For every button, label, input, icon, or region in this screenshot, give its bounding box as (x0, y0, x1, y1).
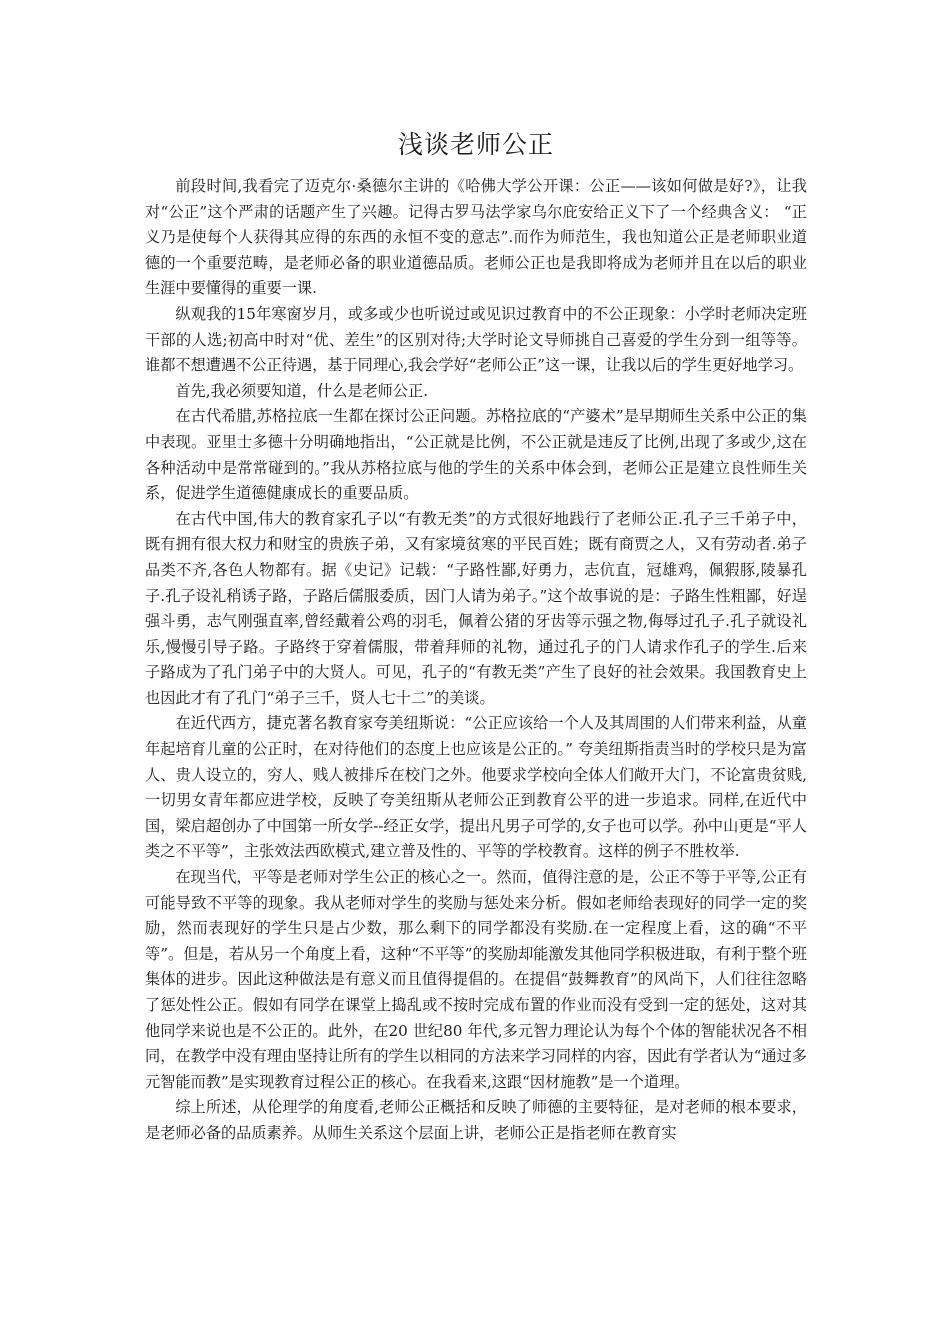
paragraph-summary: 综上所述，从伦理学的角度看,老师公正概括和反映了师德的主要特征，是对老师的根本要求，是老师必备的品质素养。从师生关系这个层面上讲，老师公正是指老师在教育实 (145, 1098, 807, 1142)
paragraph-contemporary: 在现当代，平等是老师对学生公正的核心之一。然而，值得注意的是，公正不等于平等,公正有可能导致不平等的现象。我从老师对学生的奖励与惩处来分析。假如老师给表现好的同学一定的奖励，然而表现好的学生只是占少数，那么剩下的同学都没有奖励.在一定程度上看，这的确“不平等”。但是，若从另一个角度上看，这种“不平等”的奖励却能激发其他同学积极进取，有利于整个班集体的进步。因此这种做法是有意义而且值得提倡的。在提倡“鼓舞教育”的风尚下，人们往往忽略了惩处性公正。假如有同学在课堂上捣乱或不按时完成布置的作业而没有受到一定的惩处，这对其他同学来说也是不公正的。此外，在20 世纪80 年代,多元智力理论认为每个个体的智能状况各不相同，在教学中没有理由坚持让所有的学生以相同的方法来学习同样的内容，因此有学者认为“通过多元智能而教”是实现教育过程公正的核心。在我看来,这跟“因材施教”是一个道理。 (145, 868, 807, 1091)
document-title: 浅谈老师公正 (397, 130, 554, 159)
paragraph-personal-experience: 纵观我的15年寒窗岁月，或多或少也听说过或见识过教育中的不公正现象：小学时老师决定班干部的人选;初高中时对“优、差生”的区别对待;大学时论文导师挑自己喜爱的学生分到一组等等。谁都不想遭遇不公正待遇，基于同理心,我会学好“老师公正”这一课，让我以后的学生更好地学习。 (145, 304, 807, 375)
document-page (145, 130, 807, 1147)
paragraph-ancient-china: 在古代中国,伟大的教育家孔子以“有教无类”的方式很好地践行了老师公正.孔子三千弟子中，既有拥有很大权力和财宝的贵族子弟，又有家境贫寒的平民百姓；既有商贾之人，又有劳动者.弟子品类不齐,各色人物都有。据《史记》记载：“子路性鄙,好勇力，志伉直，冠雄鸡，佩猳豚,陵暴孔子.孔子设礼稍诱子路，子路后儒服委质，因门人请为弟子。”这个故事说的是：子路生性粗鄙，好逞强斗勇，志气刚强直率,曾经戴着公鸡的羽毛，佩着公猪的牙齿等示强之物,侮辱过孔子.孔子就设礼乐,慢慢引导子路。子路终于穿着儒服，带着拜师的礼物，通过孔子的门人请求作孔子的学生.后来子路成为了孔门弟子中的大贤人。可见，孔子的“有教无类”产生了良好的社会效果。我国教育史上也因此才有了孔门“弟子三千，贤人七十二”的美谈。 (145, 509, 807, 707)
paragraph-ancient-greece: 在古代希腊,苏格拉底一生都在探讨公正问题。苏格拉底的“产婆术”是早期师生关系中公正的集中表现。亚里士多德十分明确地指出，“公正就是比例，不公正就是违反了比例,出现了多或少,这在各种活动中是常常碰到的。”我从苏格拉底与他的学生的关系中体会到，老师公正是建立良性师生关系，促进学生道德健康成长的重要品质。 (145, 407, 807, 503)
paragraph-intro: 前段时间,我看完了迈克尔·桑德尔主讲的《哈佛大学公开课：公正——该如何做是好?》，让我对“公正”这个严肃的话题产生了兴趣。记得古罗马法学家乌尔庇安给正义下了一个经典含义： “正义乃是使每个人获得其应得的东西的永恒不变的意志”.而作为师范生，我也知道公正是老师职业道德的一个重要范畴，是老师必备的职业道德品质。老师公正也是我即将成为老师并且在以后的职业生涯中要懂得的重要一课. (145, 177, 807, 298)
paragraph-question: 首先,我必须要知道，什么是老师公正. (175, 381, 429, 400)
paragraph-modern-west: 在近代西方，捷克著名教育家夸美纽斯说：“公正应该给一个人及其周围的人们带来利益，从童年起培育儿童的公正时，在对待他们的态度上也应该是公正的。” 夸美纽斯指责当时的学校只是为富人、贵人设立的，穷人、贱人被排斥在校门之外。他要求学校向全体人们敞开大门，不论富贵贫贱,一切男女青年都应进学校，反映了夸美纽斯从老师公正到教育公平的进一步追求。同样,在近代中国，梁启超创办了中国第一所女学--经正女学，提出凡男子可学的,女子也可以学。孙中山更是“平人类之不平等”，主张效法西欧模式,建立普及性的、平等的学校教育。这样的例子不胜枚举. (145, 714, 807, 861)
